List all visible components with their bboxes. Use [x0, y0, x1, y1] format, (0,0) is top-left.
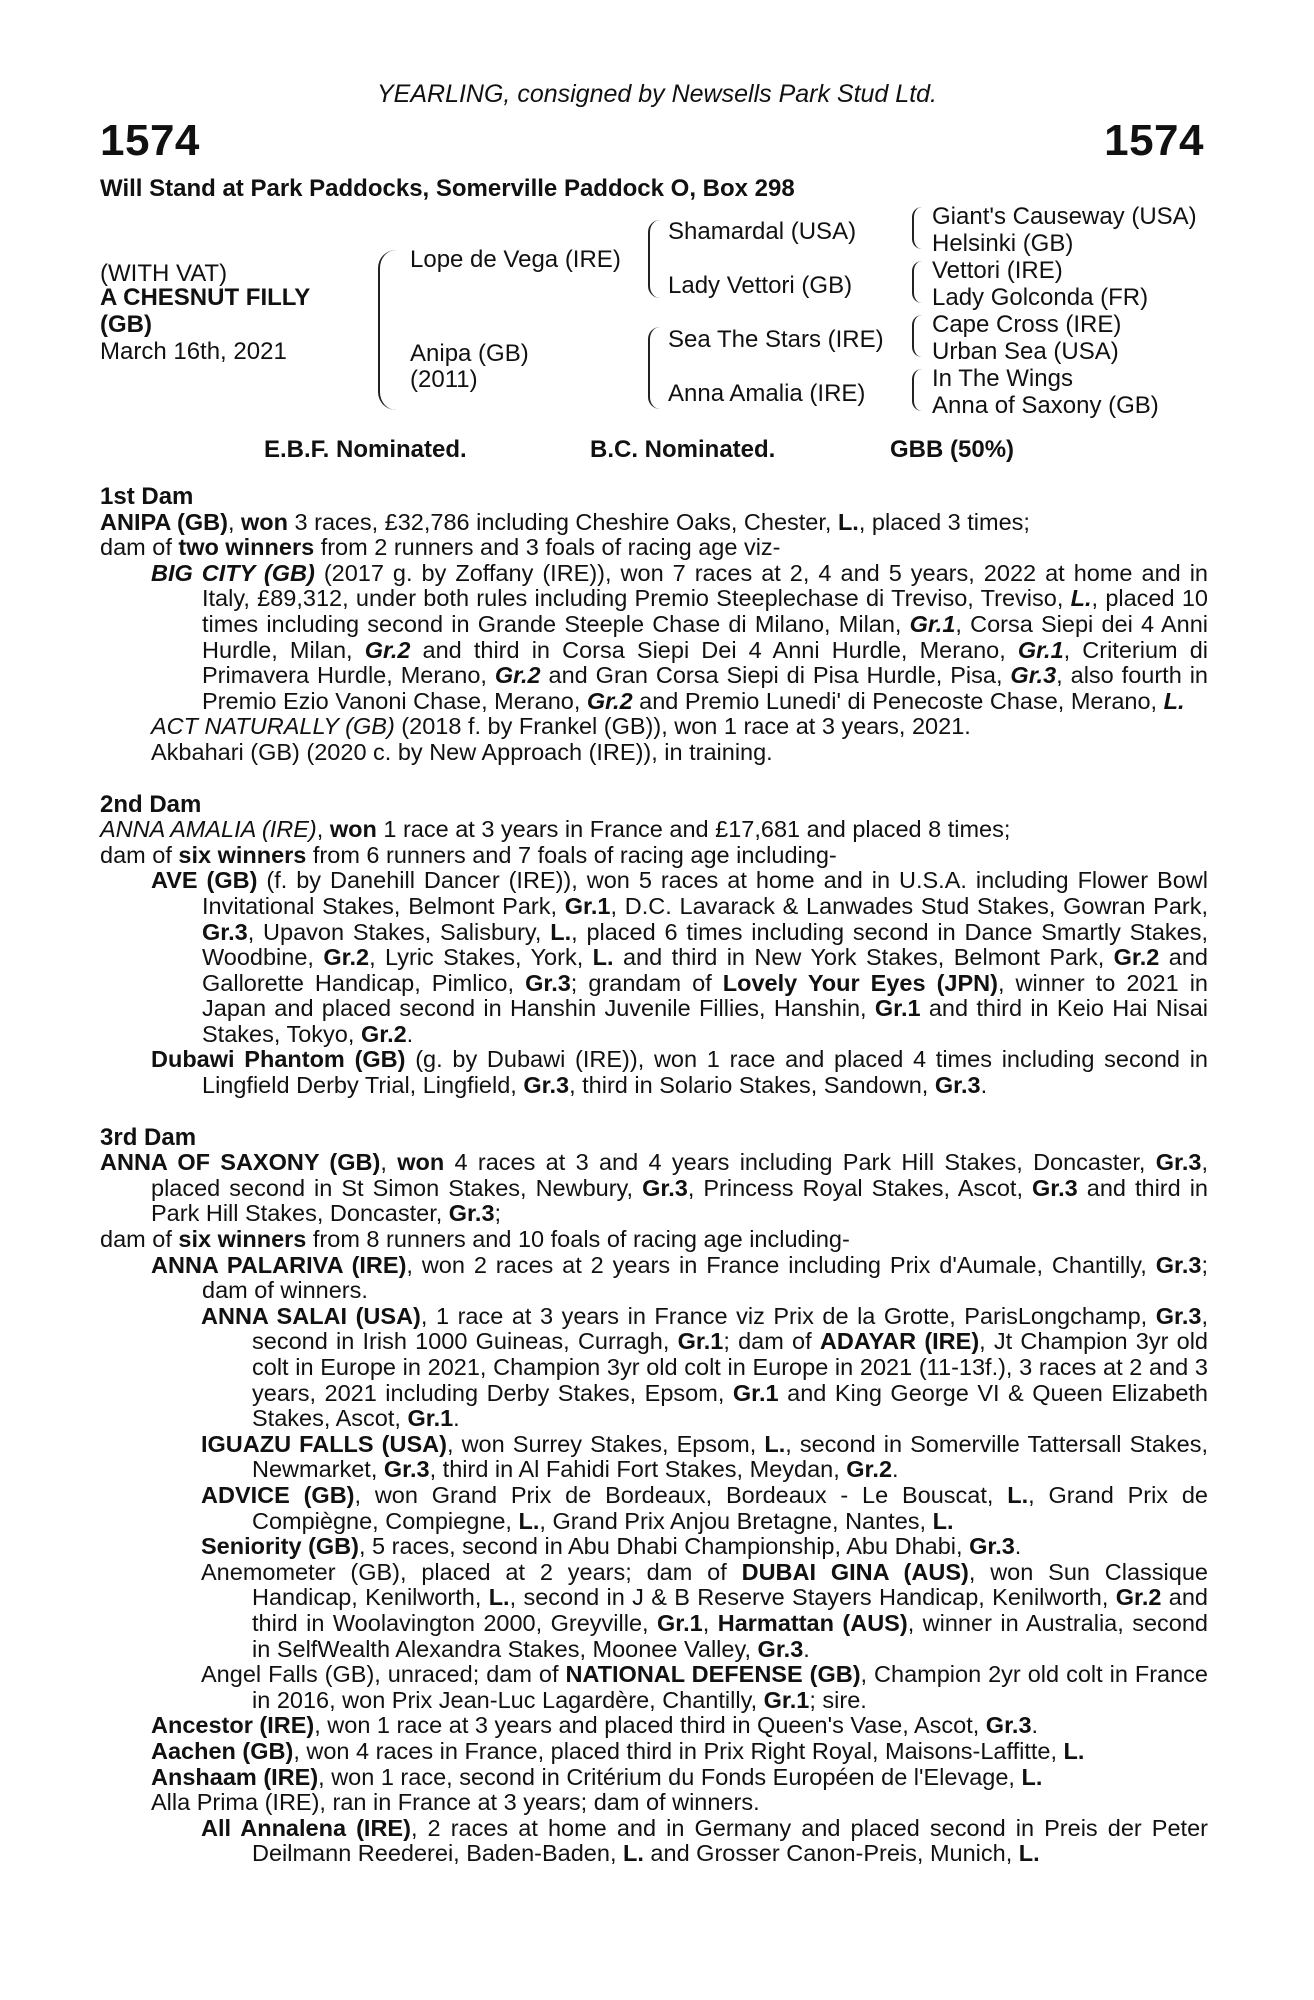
progeny-ave: AVE (GB) (f. by Danehill Dancer (IRE)), won 5 races at home and in U.S.A. including Flower Bowl Invitational Stakes, Belmont Park, Gr.1, D.C. Lavarack & Lanwades Stud Stakes, Gowran Park, Gr.3, Upavon Stakes, Salisbury, L., placed 6 times including second in Dance Smartly Stakes, Woodbine, Gr.2, Lyric Stakes, York, L. and third in New York Stakes, Belmont Park, Gr.2 and Gallorette Handicap, Pimlico, Gr.3; grandam of Lovely Your Eyes (JPN), winner to 2021 in Japan and placed second in Hanshin Juvenile Fillies, Hanshin, Gr.1 and third in Keio Hai Nisai Stakes, Tokyo, Gr.2.	[151, 867, 1209, 1047]
progeny-dubawi-phantom: Dubawi Phantom (GB) (g. by Dubawi (IRE)), won 1 race and placed 4 times including second in Lingfield Derby Trial, Lingfield, Gr.3, third in Solario Stakes, Sandown, Gr.3.	[151, 1046, 1208, 1099]
progeny-alla-prima: Alla Prima (IRE), ran in France at 3 years; dam of winners.	[151, 1789, 760, 1816]
third-dam-produce-summary: dam of six winners from 8 runners and 10 foals of racing age including-	[100, 1226, 850, 1253]
great-grandparent: Vettori (IRE)	[932, 257, 1063, 284]
horse-country: (GB)	[100, 311, 152, 338]
progeny-big-city: BIG CITY (GB) (2017 g. by Zoffany (IRE)), won 7 races at 2, 4 and 5 years, 2022 at home and in Italy, £89,312, under both rules including Premio Steeplechase di Treviso, Treviso, L., placed 10 times including second in Grande Steeple Chase di Milano, Milan, Gr.1, Corsa Siepi dei 4 Anni Hurdle, Milan, Gr.2 and third in Corsa Siepi Dei 4 Anni Hurdle, Merano, Gr.1, Criterium di Primavera Hurdle, Merano, Gr.2 and Gran Corsa Siepi di Pisa Hurdle, Pisa, Gr.3, also fourth in Premio Ezio Vanoni Chase, Merano, Gr.2 and Premio Lunedi' di Penecoste Chase, Merano, L.	[151, 559, 1209, 714]
great-grandparent: Helsinki (GB)	[932, 230, 1074, 257]
progeny-akbahari: Akbahari (GB) (2020 c. by New Approach (IRE)), in training.	[151, 738, 773, 765]
section-heading-2nd-dam: 2nd Dam	[100, 790, 202, 818]
stand-location: Will Stand at Park Paddocks, Somerville Paddock O, Box 298	[100, 175, 795, 202]
dam: Anipa (GB)	[410, 340, 529, 367]
gbb-percent: GBB (50%)	[890, 436, 1015, 463]
first-dam-entry: ANIPA (GB), won 3 races, £32,786 including Cheshire Oaks, Chester, L., placed 3 times;	[100, 508, 1030, 535]
grandparent: Lady Vettori (GB)	[668, 272, 853, 299]
great-grandparent: In The Wings	[932, 365, 1073, 392]
grandparent: Sea The Stars (IRE)	[668, 326, 884, 353]
progeny-anna-palariva: ANNA PALARIVA (IRE), won 2 races at 2 years in France including Prix d'Aumale, Chantilly, Gr.3; dam of winners.	[151, 1251, 1208, 1304]
pedigree-brace	[648, 327, 660, 409]
great-grandparent: Lady Golconda (FR)	[932, 284, 1149, 311]
bc-nominated: B.C. Nominated.	[590, 436, 776, 463]
vat-note: (WITH VAT)	[100, 260, 228, 287]
pedigree-brace	[912, 369, 922, 411]
progeny-anna-salai: ANNA SALAI (USA), 1 race at 3 years in France viz Prix de la Grotte, ParisLongchamp, Gr.3, second in Irish 1000 Guineas, Curragh, Gr.1; dam of ADAYAR (IRE), Jt Champion 3yr old colt in Europe in 2021, Champion 3yr old colt in Europe in 2021 (11-13f.), 3 races at 2 and 3 years, 2021 including Derby Stakes, Epsom, Gr.1 and King George VI & Queen Elizabeth Stakes, Ascot, Gr.1.	[201, 1302, 1209, 1432]
progeny-advice: ADVICE (GB), won Grand Prix de Bordeaux, Bordeaux - Le Bouscat, L., Grand Prix de Compiègne, Compiegne, L., Grand Prix Anjou Bretagne, Nantes, L.	[201, 1481, 1208, 1534]
great-grandparent: Urban Sea (USA)	[932, 338, 1119, 365]
horse-name: A CHESNUT FILLY	[100, 284, 311, 311]
pedigree-brace	[378, 250, 396, 410]
pedigree-brace	[912, 315, 922, 357]
progeny-iguazu-falls: IGUAZU FALLS (USA), won Surrey Stakes, Epsom, L., second in Somerville Tattersall Stakes, Newmarket, Gr.3, third in Al Fahidi Fort Stakes, Meydan, Gr.2.	[201, 1430, 1208, 1483]
lot-number-right: 1574	[1104, 116, 1204, 165]
progeny-seniority: Seniority (GB), 5 races, second in Abu Dhabi Championship, Abu Dhabi, Gr.3.	[201, 1533, 1022, 1560]
pedigree-brace	[912, 261, 922, 303]
section-heading-1st-dam: 1st Dam	[100, 483, 194, 510]
section-heading-3rd-dam: 3rd Dam	[100, 1123, 197, 1151]
ebf-nominated: E.B.F. Nominated.	[264, 436, 467, 463]
dam-year: (2011)	[410, 366, 478, 393]
progeny-all-annalena: All Annalena (IRE), 2 races at home and in Germany and placed second in Preis der Peter Deilmann Reederei, Baden-Baden, L. and Grosser Canon-Preis, Munich, L.	[201, 1814, 1208, 1867]
pedigree-brace	[648, 220, 660, 298]
sire: Lope de Vega (IRE)	[410, 246, 621, 273]
third-dam-entry: ANNA OF SAXONY (GB), won 4 races at 3 and 4 years including Park Hill Stakes, Doncaster, Gr.3, placed second in St Simon Stakes, Newbury, Gr.3, Princess Royal Stakes, Ascot, Gr.3 and third in Park Hill Stakes, Doncaster, Gr.3;	[100, 1149, 1209, 1227]
horse-dob: March 16th, 2021	[100, 338, 287, 365]
progeny-angel-falls: Angel Falls (GB), unraced; dam of NATIONAL DEFENSE (GB), Champion 2yr old colt in France in 2016, won Prix Jean-Luc Lagardère, Chantilly, Gr.1; sire.	[201, 1661, 1209, 1713]
first-dam-name: ANIPA (GB)	[100, 508, 228, 535]
great-grandparent: Cape Cross (IRE)	[932, 311, 1122, 338]
catalogue-body	[100, 484, 1208, 1867]
progeny-aachen: Aachen (GB), won 4 races in France, placed third in Prix Right Royal, Maisons-Laffitte, L.	[151, 1737, 1085, 1764]
grandparent: Anna Amalia (IRE)	[668, 380, 866, 407]
first-dam-produce-summary: dam of two winners from 2 runners and 3 foals of racing age viz-	[100, 534, 781, 561]
grandparent: Shamardal (USA)	[668, 218, 857, 245]
second-dam-produce-summary: dam of six winners from 6 runners and 7 foals of racing age including-	[100, 841, 837, 868]
consignment-line: YEARLING, consigned by Newsells Park Stud Ltd.	[377, 80, 937, 108]
second-dam-entry: ANNA AMALIA (IRE), won 1 race at 3 years in France and £17,681 and placed 8 times;	[100, 816, 1011, 843]
progeny-ancestor: Ancestor (IRE), won 1 race at 3 years and placed third in Queen's Vase, Ascot, Gr.3.	[151, 1712, 1039, 1739]
pedigree-brace	[912, 207, 922, 249]
great-grandparent: Giant's Causeway (USA)	[932, 203, 1197, 230]
great-grandparent: Anna of Saxony (GB)	[932, 392, 1159, 419]
progeny-act-naturally: ACT NATURALLY (GB) (2018 f. by Frankel (GB)), won 1 race at 3 years, 2021.	[151, 713, 971, 740]
progeny-anemometer: Anemometer (GB), placed at 2 years; dam of DUBAI GINA (AUS), won Sun Classique Handicap, Kenilworth, L., second in J & B Reserve Stayers Handicap, Kenilworth, Gr.2 and third in Woolavington 2000, Greyville, Gr.1, Harmattan (AUS), winner in Australia, second in SelfWealth Alexandra Stakes, Moonee Valley, Gr.3.	[201, 1558, 1209, 1662]
lot-number-left: 1574	[100, 116, 200, 165]
progeny-anshaam: Anshaam (IRE), won 1 race, second in Critérium du Fonds Européen de l'Elevage, L.	[151, 1763, 1043, 1790]
